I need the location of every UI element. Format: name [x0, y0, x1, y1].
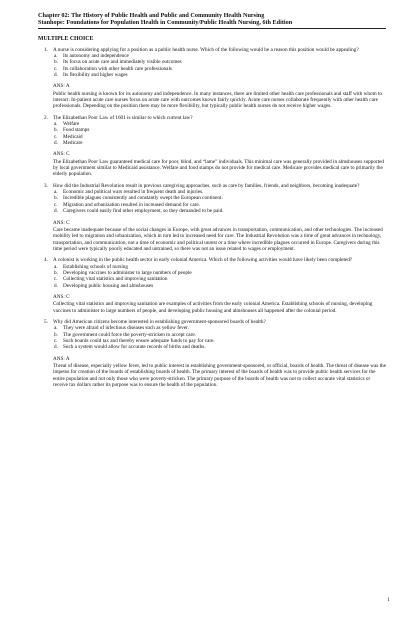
choice-d: [53, 344, 386, 350]
choice-d: [53, 283, 386, 289]
choice-letter: a.: [54, 52, 58, 59]
question-stem: A colonist is working in the public health sector in early colonial America. Which of the following activities would have likely been completed?: [53, 257, 353, 264]
choice-letter: b.: [54, 269, 58, 276]
rationale: Collecting vital statistics and improving sanitation are examples of activities from the early colonial America. Establishing schools of nursing, developing vaccines to administer to large numbers of people, and developing public housing and almshouses all happened after the colonial period.: [53, 301, 373, 314]
choice-letter: d.: [54, 282, 58, 289]
question-number: 1.: [44, 46, 48, 53]
choice-d: [53, 208, 386, 214]
question-stem: How did the Industrial Revolution result in previous caregiving approaches, such as care by families, friends, and neighbors, becoming inadequate?: [53, 182, 360, 189]
choice-letter: b.: [54, 195, 58, 202]
choice-text: Its focus on acute care and immediately visible outcomes: [63, 59, 182, 66]
choice-text: They were afraid of infectious diseases such as yellow fever.: [63, 325, 189, 332]
question-3: [38, 183, 386, 252]
choice-letter: a.: [54, 189, 58, 196]
page-number: 1: [387, 597, 390, 603]
answer-key: ANS: C: [53, 151, 70, 158]
rationale: Threat of disease, especially yellow fever, led to public interest in establishing government-sponsored, or official, boards of health. The threat of disease was the impetus for creation of the boards of establishing boards of health. The primary interest of the boards of health was to provide public health services for the entire population and not only those who were poverty-stricken. The primary purpose of the boards of health was not to collect accurate vital statistics or receive tax dollars rather its purpose was to ensure the health of the population.: [53, 363, 386, 389]
question-2: [38, 115, 386, 178]
choice-letter: d.: [54, 344, 58, 351]
choice-letter: c.: [54, 276, 58, 283]
choice-letter: c.: [54, 201, 58, 208]
question-number: 4.: [44, 257, 48, 264]
choice-text: Its flexibility and higher wages: [63, 71, 128, 78]
choice-letter: d.: [54, 208, 58, 215]
question-stem: The Elizabethan Poor Law of 1601 is similar to which current law?: [53, 114, 193, 121]
rationale: Care became inadequate because of the social changes in Europe, with great advances in transportation, communication, and other technologies. The increased mobility led to migration and urbanization, which in turn led to increased need for care. The Industrial Revolution was a time of great advances in technology, transportation, and communication, not a time of economic and political unrest or a time where incredible plagues occurred in Europe. Caregivers during this time period were typically poorly educated and untrained, so there was not an issue related to wages or employment.: [53, 226, 383, 252]
choice-letter: b.: [54, 331, 58, 338]
choice-letter: b.: [54, 127, 58, 134]
choice-d: [53, 140, 386, 146]
choice-letter: a.: [54, 263, 58, 270]
choice-text: Developing public housing and almshouses: [63, 282, 154, 289]
question-number: 3.: [44, 182, 48, 189]
answer-key: ANS: A: [53, 83, 70, 90]
choice-text: Welfare: [63, 121, 80, 128]
question-number: 2.: [44, 114, 48, 121]
choice-text: Medicaid: [63, 133, 83, 140]
choice-text: Migration and urbanization resulted in increased demand for care.: [63, 201, 200, 208]
answer-key: ANS: C: [53, 293, 70, 300]
choice-letter: b.: [54, 59, 58, 66]
choice-text: The government could force the poverty-stricken to accept care.: [63, 331, 196, 338]
question-stem: Why did American citizens become interested in establishing government-sponsored boards of health?: [53, 318, 266, 325]
choice-text: Such boards could tax and thereby ensure adequate funds to pay for care.: [63, 338, 215, 344]
choice-letter: c.: [54, 338, 58, 344]
book-title: Stanhope: Foundations for Population Health in Community/Public Health Nursing, 6th Edition: [38, 19, 293, 27]
choice-letter: a.: [54, 121, 58, 128]
question-5: [38, 319, 386, 388]
choice-text: Economic and political wars resulted in frequent death and injuries.: [63, 189, 204, 196]
choice-d: [53, 72, 386, 78]
choice-text: Developing vaccines to administer to large numbers of people: [63, 269, 192, 276]
rationale: Public health nursing is known for its autonomy and independence. In many instances, there are limited other health care professionals and staff with whom to interact. In-patient acute care nurses focus on acute care with outcomes known fairly quickly. Acute care nurses collaborate frequently with other health care professionals. Depending on the position there may be more flexibility, but typically public health nurses do not receive higher wages.: [53, 90, 382, 110]
section-title: MULTIPLE CHOICE: [38, 35, 94, 42]
answer-key: ANS: C: [53, 219, 70, 226]
choice-text: Establishing schools of nursing: [63, 263, 128, 270]
choice-letter: a.: [54, 325, 58, 332]
choice-text: Food stamps: [63, 127, 90, 134]
header-divider: [38, 28, 386, 29]
document-header: [38, 12, 386, 27]
chapter-title: Chapter 02: The History of Public Health and Public and Community Health Nursing: [38, 12, 265, 19]
choice-text: Caregivers could easily find other employment, so they demanded to be paid.: [63, 208, 224, 215]
choice-text: Its autonomy and independence: [63, 52, 129, 59]
choice-letter: c.: [54, 65, 58, 72]
choice-letter: d.: [54, 140, 58, 147]
question-number: 5.: [44, 318, 48, 325]
question-1: [38, 47, 386, 110]
choice-letter: c.: [54, 133, 58, 140]
choice-text: Incredible plagues consistently and constantly swept the European continent.: [63, 195, 223, 202]
answer-key: ANS: A: [53, 355, 70, 362]
question-stem: A nurse is considering applying for a position as a public health nurse. Which of the following would be a reason this position would be appealing?: [53, 46, 359, 53]
choice-letter: d.: [54, 71, 58, 78]
choice-text: Collecting vital statistics and improving sanitation: [63, 276, 168, 283]
choice-text: Medicare: [63, 140, 83, 147]
question-4: [38, 257, 386, 314]
choice-text: Its collaboration with other health care professionals: [63, 65, 172, 72]
rationale: The Elizabethan Poor Law guaranteed medical care for poor, blind, and “lame” individuals. This minimal care was generally provided in almshouses supported by local government similar to Medicaid assistance. Welfare and food stamps do not provide for medical care. Medicare provides medical care to primarily the elderly population.: [53, 158, 385, 178]
choice-text: Such a system would allow for accurate records of births and deaths.: [63, 344, 206, 351]
